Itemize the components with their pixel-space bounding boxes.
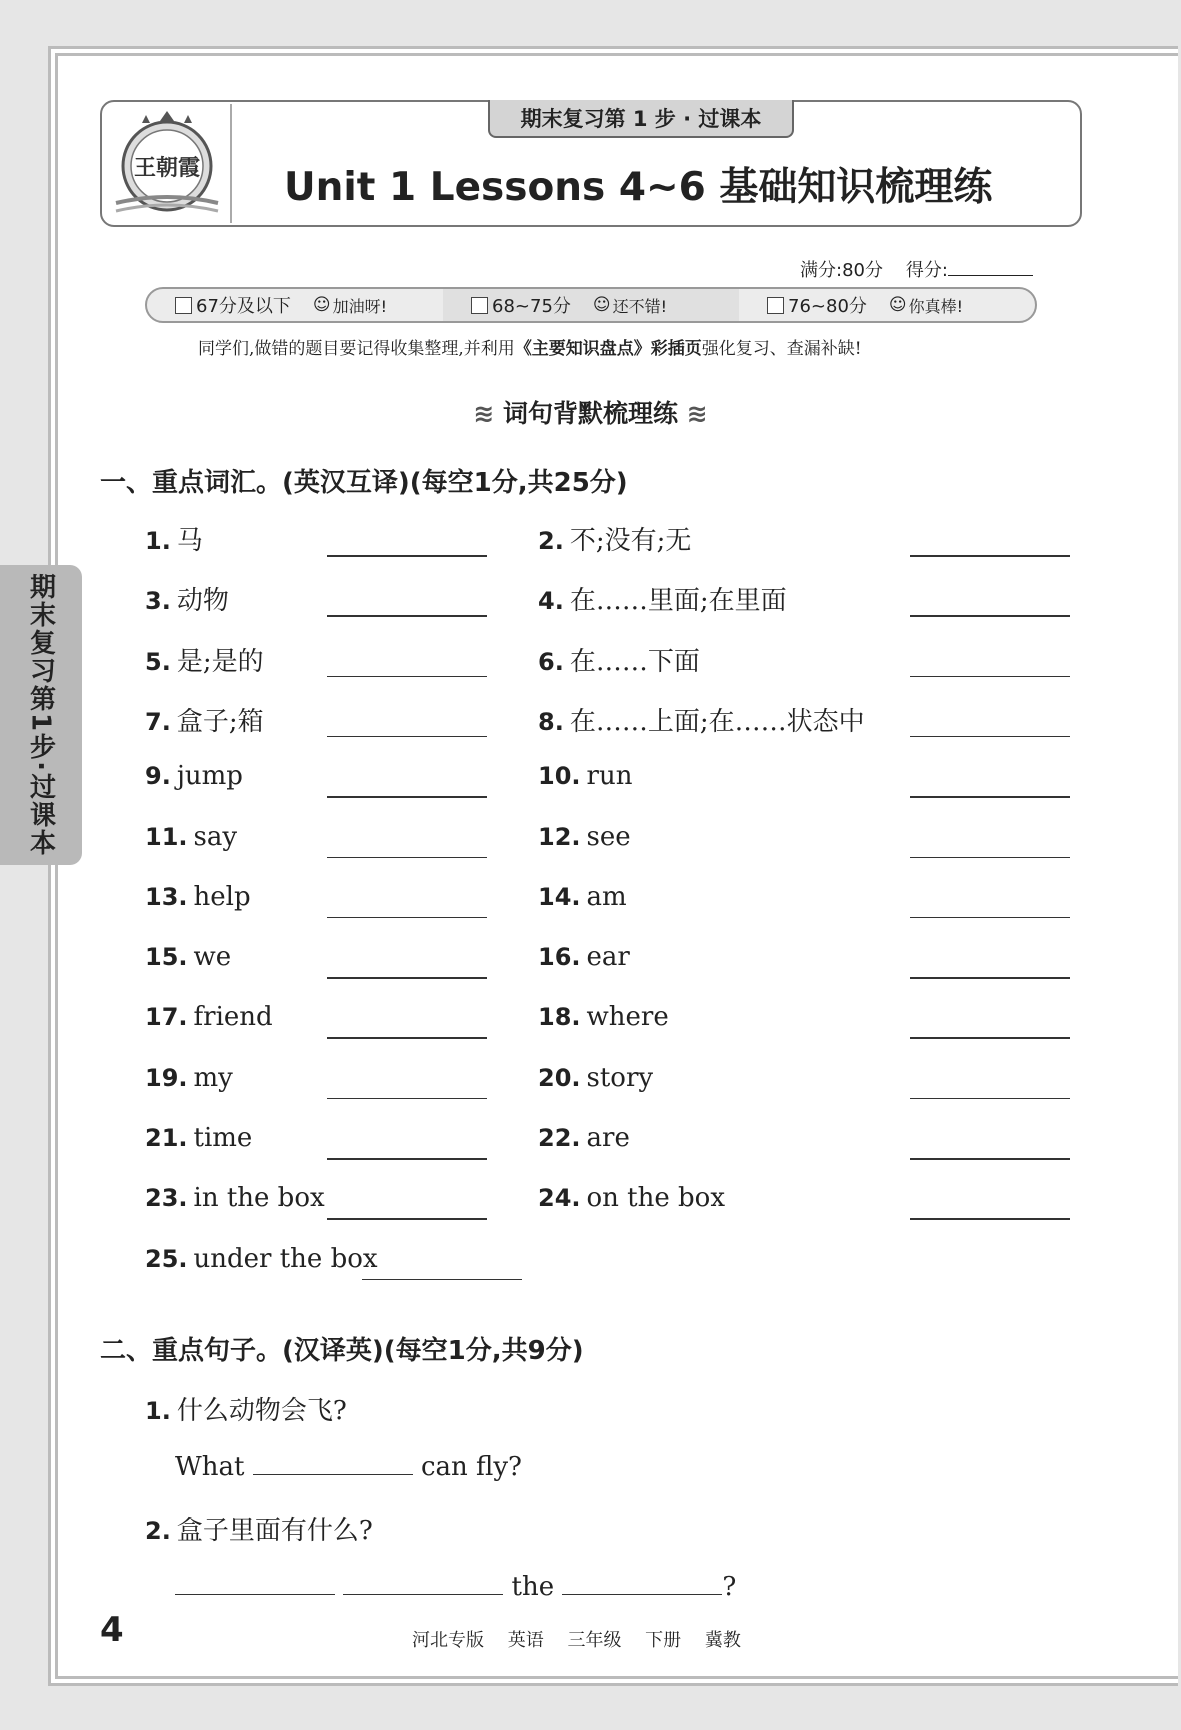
- answer-blank[interactable]: [327, 796, 487, 798]
- vocab-item: 4. 在……里面;在里面: [538, 586, 787, 617]
- side-tab: [0, 565, 82, 865]
- grade-encourage-3: 你真棒!: [908, 296, 964, 316]
- grade-encourage-2: 还不错!: [612, 296, 668, 316]
- vocab-item: 14. am: [538, 881, 627, 912]
- answer-blank[interactable]: [910, 1218, 1070, 1220]
- publisher-logo: [104, 104, 232, 223]
- grade-option-3: [739, 289, 1035, 321]
- side-tab-label: 期末复习第1步·过课本: [25, 573, 56, 857]
- vocab-item: 12. see: [538, 821, 631, 852]
- page-number: 4: [100, 1610, 124, 1650]
- smiley-icon: ☺: [312, 295, 331, 315]
- answer-blank[interactable]: [327, 615, 487, 617]
- header-banner: 期末复习第 1 步 · 过课本: [488, 100, 794, 138]
- answer-blank[interactable]: [910, 555, 1070, 557]
- score-line: [800, 256, 1033, 282]
- answer-blank[interactable]: [327, 1037, 487, 1039]
- vocab-item: 25. under the box: [145, 1243, 378, 1274]
- answer-blank[interactable]: [562, 1573, 722, 1595]
- grade-option-2: [443, 289, 739, 321]
- vocab-item: 7. 盒子;箱: [145, 706, 264, 737]
- vocab-item: 8. 在……上面;在……状态中: [538, 706, 865, 737]
- grade-encourage-1: 加油呀!: [332, 296, 388, 316]
- answer-blank[interactable]: [327, 917, 487, 919]
- answer-blank[interactable]: [910, 1158, 1070, 1160]
- grade-range-2: 68~75分: [492, 296, 571, 317]
- answer-blank[interactable]: [327, 1158, 487, 1160]
- grade-bar: [145, 287, 1037, 323]
- section-title: ≋ 词句背默梳理练 ≋: [473, 399, 708, 428]
- answer-blank[interactable]: [327, 555, 487, 557]
- vocab-item: 17. friend: [145, 1002, 273, 1033]
- grade-checkbox-3[interactable]: [767, 297, 784, 314]
- answer-blank[interactable]: [910, 977, 1070, 979]
- answer-blank[interactable]: [327, 676, 487, 678]
- vocab-item: 15. we: [145, 942, 232, 973]
- vocab-item: 21. time: [145, 1123, 253, 1153]
- part2-heading: 二、重点句子。(汉译英)(每空1分,共9分): [100, 1336, 584, 1366]
- sentence-2-en: the ?: [175, 1572, 736, 1602]
- answer-blank[interactable]: [362, 1279, 522, 1281]
- vocab-item: 19. my: [145, 1062, 233, 1093]
- vocab-item: 24. on the box: [538, 1183, 725, 1214]
- vocab-item: 5. 是;是的: [145, 646, 264, 677]
- answer-blank[interactable]: [910, 1037, 1070, 1039]
- vocab-item: 13. help: [145, 881, 251, 912]
- answer-blank[interactable]: [910, 736, 1070, 738]
- vocab-item: 3. 动物: [145, 586, 229, 617]
- part1-heading: 一、重点词汇。(英汉互译)(每空1分,共25分): [100, 468, 628, 498]
- vocab-item: 20. story: [538, 1062, 654, 1093]
- full-score: 满分:80分: [800, 260, 883, 281]
- answer-blank[interactable]: [327, 1218, 487, 1220]
- vocab-item: 1. 马: [145, 526, 203, 556]
- answer-blank[interactable]: [327, 857, 487, 859]
- header-box: [100, 100, 1082, 227]
- wave-icon: ≋: [686, 399, 708, 428]
- vocab-item: 18. where: [538, 1002, 669, 1033]
- vocab-item: 10. run: [538, 761, 633, 792]
- answer-blank[interactable]: [910, 1098, 1070, 1100]
- wave-icon: ≋: [473, 399, 495, 428]
- vocab-item: 16. ear: [538, 942, 630, 973]
- score-blank[interactable]: [948, 262, 1033, 276]
- sentence-2-zh: 2. 盒子里面有什么?: [145, 1516, 373, 1546]
- vocab-item: 9. jump: [145, 761, 243, 792]
- svg-text:王朝霞: 王朝霞: [133, 155, 201, 181]
- answer-blank[interactable]: [327, 977, 487, 979]
- answer-blank[interactable]: [910, 857, 1070, 859]
- vocab-item: 23. in the box: [145, 1183, 325, 1214]
- vocab-item: 11. say: [145, 821, 238, 852]
- answer-blank[interactable]: [910, 917, 1070, 919]
- page-title: Unit 1 Lessons 4~6 基础知识梳理练: [284, 165, 993, 210]
- answer-blank[interactable]: [910, 796, 1070, 798]
- answer-blank[interactable]: [343, 1573, 503, 1595]
- vocab-item: 2. 不;没有;无: [538, 526, 692, 556]
- grade-checkbox-2[interactable]: [471, 297, 488, 314]
- logo-icon: [112, 111, 222, 216]
- grade-range-1: 67分及以下: [196, 296, 291, 317]
- footer-info: 河北专版 英语 三年级 下册 冀教: [412, 1630, 741, 1651]
- answer-blank[interactable]: [327, 736, 487, 738]
- answer-blank[interactable]: [253, 1453, 413, 1475]
- vocab-item: 6. 在……下面: [538, 646, 700, 677]
- grade-option-1: [147, 289, 443, 321]
- study-note: 同学们,做错的题目要记得收集整理,并利用《主要知识盘点》彩插页强化复习、查漏补缺!: [198, 339, 862, 359]
- got-score-label: 得分:: [905, 260, 948, 281]
- smiley-icon: ☺: [888, 295, 907, 315]
- sentence-1-zh: 1. 什么动物会飞?: [145, 1396, 347, 1426]
- answer-blank[interactable]: [175, 1573, 335, 1595]
- answer-blank[interactable]: [327, 1098, 487, 1100]
- smiley-icon: ☺: [592, 295, 611, 315]
- answer-blank[interactable]: [910, 615, 1070, 617]
- sentence-1-en: What can fly?: [175, 1452, 522, 1482]
- vocab-item: 22. are: [538, 1123, 630, 1153]
- grade-checkbox-1[interactable]: [175, 297, 192, 314]
- answer-blank[interactable]: [910, 676, 1070, 678]
- grade-range-3: 76~80分: [788, 296, 867, 317]
